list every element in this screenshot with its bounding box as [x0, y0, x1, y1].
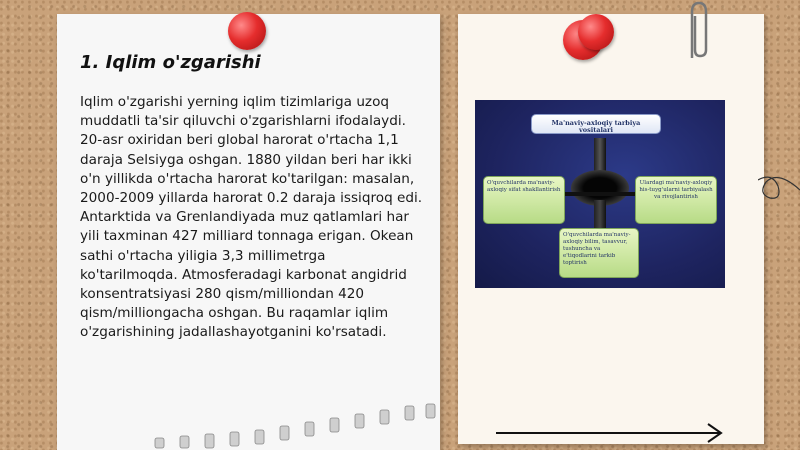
diagram-box-left: [483, 176, 565, 224]
diagram-image: [475, 100, 725, 288]
spiral-binding: [150, 402, 440, 450]
paper-clip-icon: [683, 0, 713, 62]
card-body-text: Iqlim o'zgarishi yerning iqlim tizimlariga uzoq muddatli ta'sir qiluvchi o'zgarishlarni ifodalaydi. 20-asr oxiridan beri global harorat o'rtacha 1,1 daraja Selsiyga oshgan. 1880 yildan beri har ikki o'n yillikda o'rtacha harorat ko'tarilgan: masalan, 2000-2009 yillarda harorat 0.2 daraja issiqroq edi. Antarktida va Grenlandiyada muz qatlamlari har yili taxminan 427 milliard tonnaga erigan. Okean sathi o'rtacha yiligia 3,3 millimetrga ko'tarilmoqda. Atmosferadagi karbonat angidrid konsentratsiyasi 280 qism/milliondan 420 qism/milliongacha oshgan. Bu raqamlar iqlim o'zgarishining jadallashayotganini ko'rsatadi.: [80, 94, 423, 341]
diagram-box-bottom: [559, 228, 639, 278]
card-title: 1. Iqlim o'zgarishi: [80, 52, 261, 73]
diagram-right-label: Ulardagi ma'naviy-axloqiy his-tuyg'ularni tarbiyalash va rivojlantirish: [639, 180, 713, 200]
diagram-box-right: [635, 176, 717, 224]
diagram-box-top: [531, 114, 661, 134]
arrow-right-icon: [494, 422, 726, 444]
push-pin-icon: [578, 14, 614, 50]
diagram-bottom-label: O'quvchilarda ma'naviy-axloqiy bilim, tasavvur, tushuncha va e'tiqodlarini tarkib toptirish: [563, 232, 631, 266]
diagram-pillar-lower: [594, 200, 606, 228]
push-pin-icon: [228, 12, 266, 50]
diagram-left-label: O'quvchilarda ma'naviy-axloqiy sifat shakllantirish: [487, 180, 561, 193]
string-curl-decoration: [758, 150, 800, 220]
diagram-crossbar: [565, 192, 635, 196]
diagram-top-label: Ma'naviy-axloqiy tarbiya vositalari: [551, 119, 641, 134]
